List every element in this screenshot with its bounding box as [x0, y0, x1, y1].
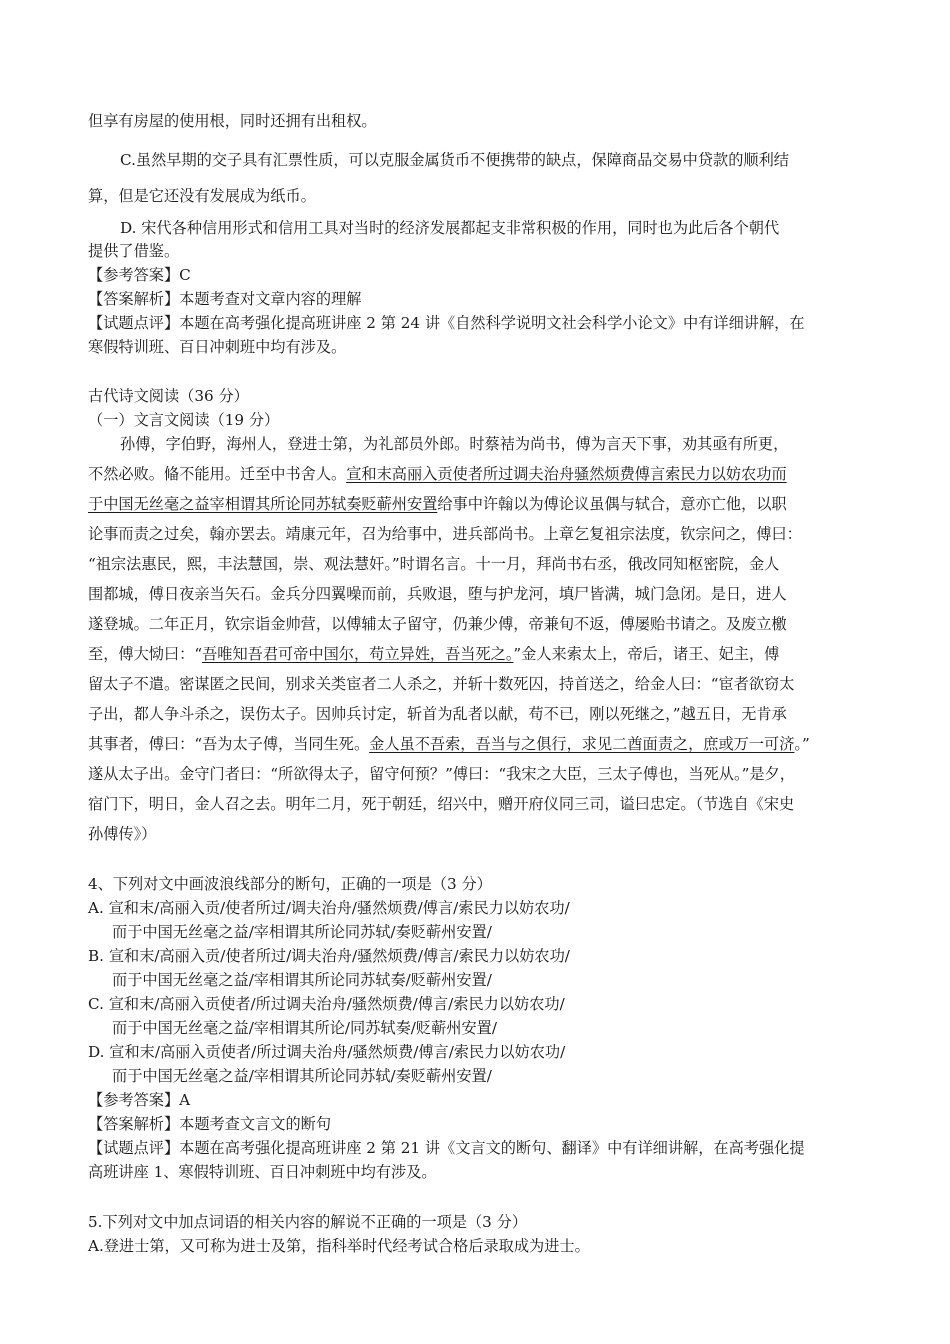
passage-line: 子出，都人争斗杀之，误伤太子。因帅兵讨定，斩首为乱者以献，苟不已，刚以死继之，”越五日，无肯承 [88, 705, 787, 723]
section-subtitle: （一）文言文阅读（19 分） [88, 411, 280, 429]
passage-line: 其事者，傅曰：“吾为太子傅，当同生死。金人虽不吾索，吾当与之俱行，求见二酋面责之，庶或万一可济。” [88, 735, 810, 753]
q4-option-d-cont: 而于中国无丝毫之益/宰相谓其所论同苏轼/奏贬蕲州安置/ [112, 1067, 492, 1085]
passage-line: 留太子不遣。密谋匿之民间，别求关类宦者二人杀之，并斩十数死囚，持首送之，给金人曰：“宦者欲窃太 [88, 675, 795, 693]
q4-answer: 【参考答案】A [88, 1091, 191, 1109]
passage-line: 孙傅传》） [88, 825, 157, 843]
passage-line: 不然必败。偹不能用。迁至中书舍人。宣和末高丽入贡使者所过调夫治舟骚然烦费傅言索民力以妨农功而 [88, 465, 787, 483]
q3-comment-line1: 【试题点评】本题在高考强化提高班讲座 2 第 24 讲《自然科学说明文社会科学小论文》中有详细讲解，在 [88, 314, 805, 332]
q4-analysis: 【答案解析】本题考查文言文的断句 [88, 1115, 331, 1133]
q3-comment-line2: 寒假特训班、百日冲刺班中均有涉及。 [88, 338, 347, 356]
option-d-line2: 提供了借鉴。 [88, 242, 180, 260]
q4-comment-line1: 【试题点评】本题在高考强化提高班讲座 2 第 21 讲《文言文的断句、翻译》中有详细讲解，在高考强化提 [88, 1139, 805, 1157]
passage-line: 宿门下，明日，金人召之去。明年二月，死于朝廷，绍兴中，赠开府仪同三司，谥曰忠定。（节选自《宋史 [88, 795, 795, 813]
q4-comment-line2: 高班讲座 1、寒假特训班、百日冲刺班中均有涉及。 [88, 1163, 437, 1181]
option-d-line1: D. 宋代各种信用形式和信用工具对当时的经济发展都起支非常积极的作用，同时也为此后各个朝代 [120, 219, 780, 237]
passage-line: 孙傅，字伯野，海州人，登进士第，为礼部员外郎。时蔡袺为尚书，傅为言天下事，劝其亟有所更， [120, 435, 789, 453]
underlined-text: 吾唯知吾君可帝中国尔，苟立异姓，吾当死之。 [202, 645, 514, 663]
section-title: 古代诗文阅读（36 分） [88, 387, 249, 405]
wavy-underlined-text: 宣和末高丽入贡使者所过调夫治舟骚然烦费傅言索民力以妨农功而 [346, 465, 787, 483]
underlined-text: 金人虽不吾索，吾当与之俱行，求见二酋面责之，庶或万一可济 [369, 735, 795, 753]
q4-option-a-cont: 而于中国无丝毫之益/宰相谓其所论同苏轼/奏贬蕲州安置/ [112, 923, 492, 941]
passage-line: 论事而责之过矣，翰亦罢去。靖康元年，召为给事中，进兵部尚书。上章乞复祖宗法度，钦宗问之，傅曰： [88, 525, 802, 543]
option-b-tail: 但享有房屋的使用根，同时还拥有出租权。 [88, 112, 377, 130]
q3-answer: 【参考答案】C [88, 266, 191, 284]
q4-option-b: B. 宣和末/高丽入贡/使者所过/调夫治舟/骚然烦费/傅言/索民力以妨农功/ [88, 947, 570, 965]
passage-line: 于中国无丝毫之益宰相谓其所论同苏轼奏贬蕲州安置给事中许翰以为傅论议虽偶与轼合，意亦亡他，以职 [88, 495, 787, 513]
q5-option-a: A.登进士第，又可称为进士及第，指科举时代经考试合格后录取成为进士。 [88, 1237, 590, 1255]
passage-line: 围都城，傅日夜亲当矢石。金兵分四翼噪而前，兵败退，堕与护龙河，填尸皆满，城门急闭。是日，进人 [88, 585, 787, 603]
wavy-underlined-text: 于中国无丝毫之益宰相谓其所论同苏轼奏贬蕲州安置 [88, 495, 438, 513]
passage-line: “祖宗法惠民，熙，丰法慧国，崇、观法慧奸。”时谓名言。十一月，拜尚书右丞，俄改同知枢密院，金人 [88, 555, 780, 573]
q4-option-c: C. 宣和末/高丽入贡使者/所过调夫治舟/骚然烦费/傅言/索民力以妨农功/ [88, 995, 565, 1013]
q4-option-a: A. 宣和末/高丽入贡/使者所过/调夫治舟/骚然烦费/傅言/索民力以妨农功/ [88, 899, 570, 917]
q4-option-c-cont: 而于中国无丝毫之益/宰相谓其所论/同苏轼奏/贬蕲州安置/ [112, 1019, 497, 1037]
q4-stem: 4、下列对文中画波浪线部分的断句，正确的一项是（3 分） [88, 875, 492, 893]
q3-analysis: 【答案解析】本题考查对文章内容的理解 [88, 290, 362, 308]
option-c-line2: 算，但是它还没有发展成为纸币。 [88, 187, 316, 205]
q5-stem: 5.下列对文中加点词语的相关内容的解说不正确的一项是（3 分） [88, 1213, 528, 1231]
q4-option-b-cont: 而于中国无丝毫之益/宰相谓其所论同苏轼奏/贬蕲州安置/ [112, 971, 492, 989]
q4-option-d: D. 宣和末/高丽入贡使者/所过调夫治舟/骚然烦费/傅言/索民力以妨农功/ [88, 1043, 566, 1061]
passage-line: 至，傅大恸曰：“吾唯知吾君可帝中国尔，苟立异姓，吾当死之。”金人来索太上，帝后，诸王、妃主，傅 [88, 645, 780, 663]
option-c-line1: C.虽然早期的交子具有汇票性质，可以克服金属货币不便携带的缺点，保障商品交易中贷款的顺利结 [120, 151, 789, 169]
passage-line: 遂登城。二年正月，钦宗诣金帅营，以傅辅太子留守，仍兼少傅，帝兼旬不返，傅屡贻书请之。及废立檄 [88, 615, 787, 633]
passage-line: 遂从太子出。金守门者曰：“所欲得太子，留守何预？”傅曰：“我宋之大臣，三太子傅也，当死从。”是夕， [88, 765, 795, 783]
